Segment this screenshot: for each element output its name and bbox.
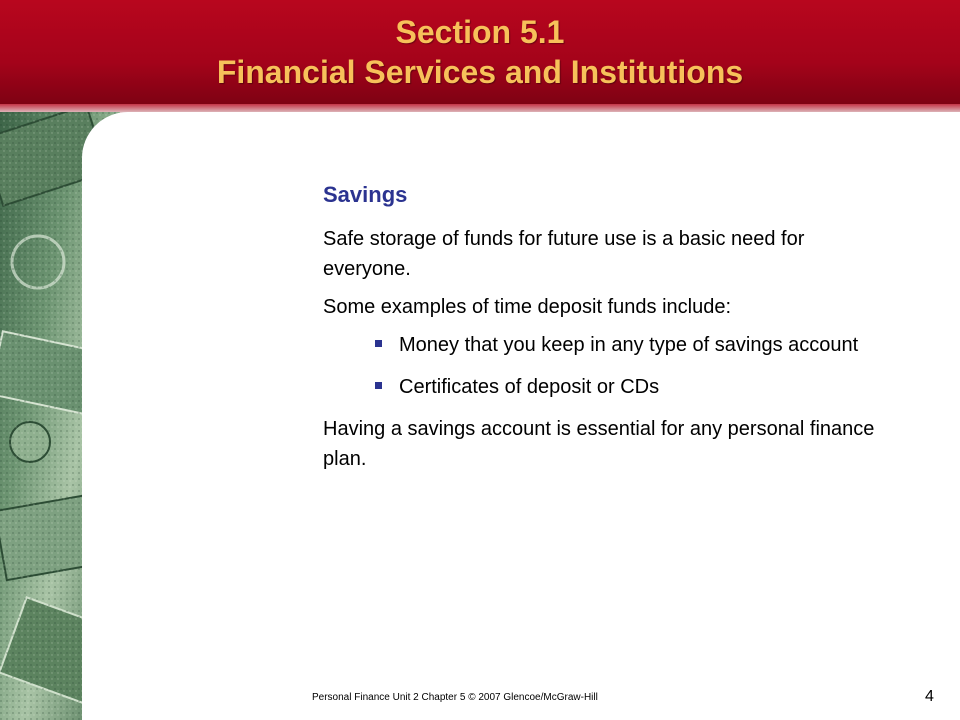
slide-title-line-2: Financial Services and Institutions [216,54,744,90]
footer-credit: Personal Finance Unit 2 Chapter 5 © 2007 Glencoe/McGraw-Hill [312,692,598,703]
bullet-text: Certificates of deposit or CDs [399,376,660,398]
body-paragraph-3: Having a savings account is essential for any personal finance plan. [323,418,875,470]
slide-title [0,12,960,92]
page-number: 4 [925,688,934,705]
bullet-text: Money that you keep in any type of savings account [399,334,859,356]
bullet-list [323,330,883,402]
bullet-item [373,372,883,402]
slide-body [323,182,883,482]
body-paragraph-2: Some examples of time deposit funds include: [323,296,731,318]
body-paragraph-1: Safe storage of funds for future use is a basic need for everyone. [323,228,805,280]
square-bullet-icon [375,382,382,389]
square-bullet-icon [375,340,382,347]
section-heading: Savings [323,182,408,207]
title-banner [0,0,960,104]
bullet-item [373,330,883,360]
slide-title-line-1: Section 5.1 [395,14,565,50]
